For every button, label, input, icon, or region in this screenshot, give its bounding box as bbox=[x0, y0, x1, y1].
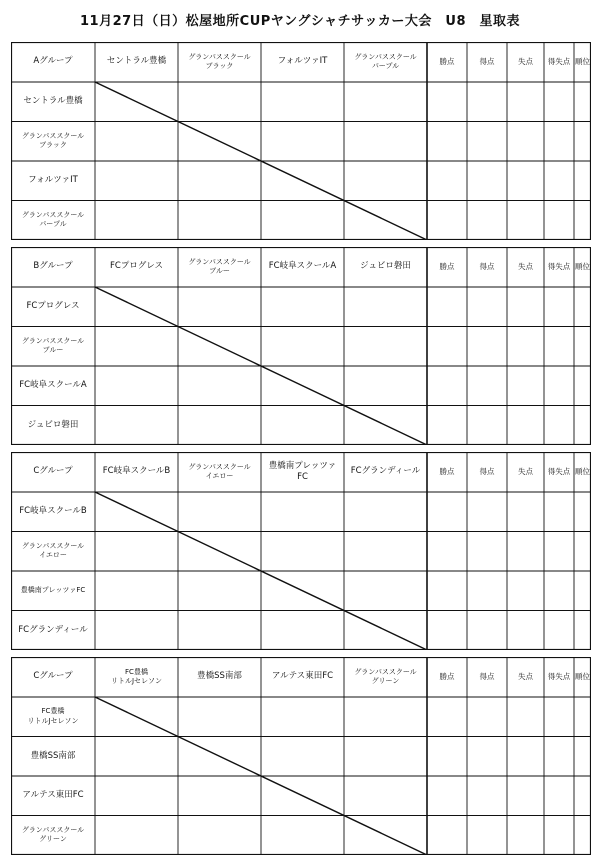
stat-value-cell[interactable] bbox=[427, 571, 467, 611]
match-result-cell[interactable] bbox=[261, 327, 344, 367]
stat-value-cell[interactable] bbox=[427, 532, 467, 572]
page-title: 11月27日（日）松屋地所CUPヤングシャチサッカー大会 U8 星取表 bbox=[80, 14, 520, 29]
row-team-name-line: FC岐阜スクールB bbox=[19, 506, 87, 517]
column-team-name-line: 豊橋SS南部 bbox=[197, 671, 242, 682]
row-team-name-line: セントラル豊橋 bbox=[23, 96, 83, 107]
match-result-cell[interactable] bbox=[178, 571, 261, 611]
match-result-cell[interactable] bbox=[261, 161, 344, 201]
match-result-cell[interactable] bbox=[344, 776, 427, 816]
row-team-name-line: グランパススクール bbox=[21, 825, 85, 834]
stat-value-cell[interactable] bbox=[544, 82, 574, 122]
stat-value-cell[interactable] bbox=[427, 82, 467, 122]
stat-value-cell[interactable] bbox=[507, 122, 544, 162]
match-result-cell[interactable] bbox=[178, 737, 261, 777]
column-team-name-line: リトルJセレソン bbox=[110, 677, 163, 685]
row-team-header bbox=[11, 201, 95, 241]
stat-value-cell[interactable] bbox=[544, 366, 574, 406]
row-team-name-line: グランパススクール bbox=[21, 131, 85, 140]
match-result-cell[interactable] bbox=[344, 532, 427, 572]
row-team-name-line: アルテス東田FC bbox=[22, 790, 84, 801]
group-table bbox=[11, 247, 591, 445]
group-name: Bグループ bbox=[33, 261, 73, 272]
stat-value-cell[interactable] bbox=[427, 201, 467, 241]
match-result-cell[interactable] bbox=[95, 327, 178, 367]
row-team-header bbox=[11, 492, 95, 532]
group-table bbox=[11, 42, 591, 240]
stat-value-cell[interactable] bbox=[427, 737, 467, 777]
match-result-cell[interactable] bbox=[178, 82, 261, 122]
column-team-name-line: グランパススクール bbox=[354, 667, 417, 676]
column-team-name-line: パープル bbox=[371, 62, 400, 70]
row-team-name-line: グランパススクール bbox=[21, 210, 85, 219]
match-result-cell[interactable] bbox=[344, 82, 427, 122]
match-result-cell[interactable] bbox=[95, 161, 178, 201]
group-table bbox=[11, 657, 591, 855]
stat-value-cell[interactable] bbox=[574, 697, 591, 737]
column-team-header bbox=[261, 42, 344, 82]
column-team-header bbox=[95, 657, 178, 697]
stat-header: 失点 bbox=[518, 671, 533, 681]
row-team-name-line: ジュビロ磐田 bbox=[27, 419, 79, 430]
stat-value-cell[interactable] bbox=[544, 532, 574, 572]
stat-value-cell[interactable] bbox=[574, 327, 591, 367]
stat-value-cell[interactable] bbox=[507, 816, 544, 856]
match-result-cell[interactable] bbox=[95, 122, 178, 162]
column-team-name-line: 豊橋南プレッツァ bbox=[268, 460, 337, 471]
row-team-name-line: 豊橋南プレッツァFC bbox=[20, 586, 86, 595]
stat-value-cell[interactable] bbox=[467, 816, 507, 856]
stat-value-cell[interactable] bbox=[467, 611, 507, 651]
stat-value-cell[interactable] bbox=[507, 571, 544, 611]
row-team-header bbox=[11, 161, 95, 201]
stat-value-cell[interactable] bbox=[507, 611, 544, 651]
stat-value-cell[interactable] bbox=[467, 82, 507, 122]
match-result-cell[interactable] bbox=[261, 122, 344, 162]
stat-value-cell[interactable] bbox=[507, 406, 544, 446]
stat-value-cell[interactable] bbox=[467, 697, 507, 737]
row-team-name-line: FC豊橋 bbox=[41, 707, 65, 716]
row-team-header bbox=[11, 737, 95, 777]
stat-header: 失点 bbox=[518, 56, 533, 66]
column-team-name-line: FC岐阜スクールA bbox=[268, 261, 337, 272]
match-result-cell[interactable] bbox=[95, 287, 178, 327]
stat-header: 得点 bbox=[479, 466, 495, 476]
stat-value-cell[interactable] bbox=[574, 737, 591, 777]
stat-value-cell[interactable] bbox=[507, 201, 544, 241]
match-result-cell[interactable] bbox=[261, 697, 344, 737]
match-result-cell[interactable] bbox=[178, 697, 261, 737]
column-team-name-line: FC豊橋 bbox=[125, 667, 148, 676]
stat-value-cell[interactable] bbox=[544, 161, 574, 201]
stat-value-cell[interactable] bbox=[574, 287, 591, 327]
stat-header: 失点 bbox=[518, 261, 533, 271]
match-result-cell[interactable] bbox=[95, 82, 178, 122]
match-result-cell[interactable] bbox=[95, 492, 178, 532]
column-team-header bbox=[178, 247, 261, 287]
group-name: Cグループ bbox=[33, 466, 73, 477]
match-result-cell[interactable] bbox=[95, 201, 178, 241]
row-team-name-line: FCグランディール bbox=[18, 624, 88, 635]
match-result-cell[interactable] bbox=[95, 532, 178, 572]
row-team-header bbox=[11, 776, 95, 816]
match-result-cell[interactable] bbox=[95, 816, 178, 856]
column-team-header bbox=[178, 657, 261, 697]
stat-value-cell[interactable] bbox=[544, 776, 574, 816]
stat-value-cell[interactable] bbox=[574, 366, 591, 406]
row-team-header bbox=[11, 697, 95, 737]
match-result-cell[interactable] bbox=[344, 492, 427, 532]
row-team-header bbox=[11, 287, 95, 327]
stat-value-cell[interactable] bbox=[544, 492, 574, 532]
row-team-name-line: FCプログレス bbox=[26, 301, 80, 312]
row-team-name-line: グランパススクール bbox=[21, 541, 85, 550]
match-result-cell[interactable] bbox=[344, 571, 427, 611]
match-result-cell[interactable] bbox=[344, 201, 427, 241]
column-team-header bbox=[261, 657, 344, 697]
stat-value-cell[interactable] bbox=[574, 201, 591, 241]
match-result-cell[interactable] bbox=[344, 287, 427, 327]
group-table bbox=[11, 452, 591, 650]
stat-value-cell[interactable] bbox=[467, 122, 507, 162]
match-result-cell[interactable] bbox=[344, 327, 427, 367]
stat-value-cell[interactable] bbox=[544, 327, 574, 367]
stat-value-cell[interactable] bbox=[544, 287, 574, 327]
row-team-name-line: リトルJセレソン bbox=[27, 716, 79, 725]
row-team-name-line: グリーン bbox=[39, 835, 67, 844]
stat-value-cell[interactable] bbox=[507, 366, 544, 406]
match-result-cell[interactable] bbox=[344, 816, 427, 856]
stat-value-cell[interactable] bbox=[574, 492, 591, 532]
stat-value-cell[interactable] bbox=[467, 366, 507, 406]
stat-header: 順位 bbox=[575, 466, 590, 476]
match-result-cell[interactable] bbox=[95, 776, 178, 816]
match-result-cell[interactable] bbox=[178, 201, 261, 241]
match-result-cell[interactable] bbox=[178, 406, 261, 446]
column-team-name-line: FCプログレス bbox=[109, 261, 164, 272]
stat-header: 勝点 bbox=[439, 466, 455, 476]
stat-header: 順位 bbox=[575, 56, 590, 66]
stat-value-cell[interactable] bbox=[507, 327, 544, 367]
match-result-cell[interactable] bbox=[178, 366, 261, 406]
stat-value-cell[interactable] bbox=[507, 776, 544, 816]
match-result-cell[interactable] bbox=[95, 366, 178, 406]
match-result-cell[interactable] bbox=[178, 327, 261, 367]
match-result-cell[interactable] bbox=[178, 611, 261, 651]
column-team-header bbox=[95, 42, 178, 82]
stat-value-cell[interactable] bbox=[507, 697, 544, 737]
stat-header: 勝点 bbox=[439, 56, 455, 66]
stat-header: 得失点 bbox=[547, 56, 571, 66]
stat-value-cell[interactable] bbox=[427, 611, 467, 651]
stat-value-cell[interactable] bbox=[467, 201, 507, 241]
match-result-cell[interactable] bbox=[178, 776, 261, 816]
match-result-cell[interactable] bbox=[95, 697, 178, 737]
stat-value-cell[interactable] bbox=[544, 201, 574, 241]
stat-header: 失点 bbox=[518, 466, 533, 476]
match-result-cell[interactable] bbox=[261, 82, 344, 122]
stat-value-cell[interactable] bbox=[427, 776, 467, 816]
stat-header: 得点 bbox=[479, 671, 495, 681]
row-team-header bbox=[11, 816, 95, 856]
stat-header: 得失点 bbox=[547, 466, 571, 476]
match-result-cell[interactable] bbox=[95, 571, 178, 611]
match-result-cell[interactable] bbox=[261, 571, 344, 611]
column-team-name-line: ブルー bbox=[209, 267, 230, 275]
stat-value-cell[interactable] bbox=[427, 161, 467, 201]
stat-value-cell[interactable] bbox=[507, 287, 544, 327]
stat-value-cell[interactable] bbox=[544, 122, 574, 162]
match-result-cell[interactable] bbox=[178, 532, 261, 572]
stat-value-cell[interactable] bbox=[507, 492, 544, 532]
column-team-header bbox=[261, 452, 344, 492]
row-team-name-line: 豊橋SS南部 bbox=[30, 750, 76, 761]
row-team-header bbox=[11, 82, 95, 122]
stat-value-cell[interactable] bbox=[507, 161, 544, 201]
stat-value-cell[interactable] bbox=[427, 816, 467, 856]
stat-value-cell[interactable] bbox=[467, 161, 507, 201]
row-team-name-line: FC岐阜スクールA bbox=[19, 380, 87, 391]
column-team-header bbox=[344, 42, 427, 82]
stat-value-cell[interactable] bbox=[467, 492, 507, 532]
stat-header: 勝点 bbox=[439, 671, 455, 681]
stat-value-cell[interactable] bbox=[507, 737, 544, 777]
row-team-name-line: フォルツァIT bbox=[28, 175, 78, 186]
match-result-cell[interactable] bbox=[261, 366, 344, 406]
column-team-header bbox=[178, 452, 261, 492]
column-team-header bbox=[95, 247, 178, 287]
match-result-cell[interactable] bbox=[261, 406, 344, 446]
stat-header: 得点 bbox=[479, 261, 495, 271]
row-team-name-line: ブラック bbox=[39, 141, 67, 150]
column-team-name-line: ブラック bbox=[205, 62, 234, 70]
column-team-name-line: FC岐阜スクールB bbox=[102, 466, 171, 477]
stat-value-cell[interactable] bbox=[544, 611, 574, 651]
match-result-cell[interactable] bbox=[178, 122, 261, 162]
match-result-cell[interactable] bbox=[344, 406, 427, 446]
stat-value-cell[interactable] bbox=[507, 532, 544, 572]
match-result-cell[interactable] bbox=[344, 697, 427, 737]
stat-value-cell[interactable] bbox=[467, 737, 507, 777]
stat-value-cell[interactable] bbox=[544, 697, 574, 737]
stat-value-cell[interactable] bbox=[544, 737, 574, 777]
stat-value-cell[interactable] bbox=[427, 327, 467, 367]
match-result-cell[interactable] bbox=[178, 287, 261, 327]
stat-header: 得点 bbox=[479, 56, 495, 66]
stat-value-cell[interactable] bbox=[544, 816, 574, 856]
column-team-header bbox=[344, 452, 427, 492]
match-result-cell[interactable] bbox=[95, 611, 178, 651]
row-team-header bbox=[11, 611, 95, 651]
column-team-name-line: グランパススクール bbox=[188, 52, 251, 61]
column-team-name-line: FCグランディール bbox=[350, 466, 421, 477]
match-result-cell[interactable] bbox=[344, 737, 427, 777]
match-result-cell[interactable] bbox=[344, 161, 427, 201]
column-team-header bbox=[261, 247, 344, 287]
row-team-header bbox=[11, 122, 95, 162]
stat-value-cell[interactable] bbox=[507, 82, 544, 122]
group-name: Aグループ bbox=[33, 56, 73, 67]
row-team-header bbox=[11, 366, 95, 406]
column-team-name-line: グランパススクール bbox=[188, 462, 251, 471]
stat-value-cell[interactable] bbox=[574, 82, 591, 122]
row-team-name-line: グランパススクール bbox=[21, 336, 85, 345]
row-team-name-line: ブルー bbox=[42, 346, 64, 355]
column-team-name-line: FC bbox=[297, 472, 308, 482]
stat-value-cell[interactable] bbox=[467, 776, 507, 816]
match-result-cell[interactable] bbox=[344, 611, 427, 651]
stat-value-cell[interactable] bbox=[544, 571, 574, 611]
stat-header: 得失点 bbox=[547, 671, 571, 681]
match-result-cell[interactable] bbox=[261, 492, 344, 532]
stat-value-cell[interactable] bbox=[427, 366, 467, 406]
match-result-cell[interactable] bbox=[261, 816, 344, 856]
row-team-header bbox=[11, 327, 95, 367]
stat-header: 順位 bbox=[575, 671, 590, 681]
stat-value-cell[interactable] bbox=[467, 532, 507, 572]
group-name: Cグループ bbox=[33, 671, 73, 682]
stat-header: 勝点 bbox=[439, 261, 455, 271]
stat-value-cell[interactable] bbox=[467, 327, 507, 367]
row-team-header bbox=[11, 532, 95, 572]
column-team-name-line: セントラル豊橋 bbox=[106, 56, 167, 67]
match-result-cell[interactable] bbox=[178, 816, 261, 856]
match-result-cell[interactable] bbox=[261, 532, 344, 572]
match-result-cell[interactable] bbox=[95, 737, 178, 777]
row-team-header bbox=[11, 406, 95, 446]
stat-value-cell[interactable] bbox=[574, 406, 591, 446]
column-team-name-line: グリーン bbox=[371, 677, 400, 685]
column-team-header bbox=[344, 247, 427, 287]
stat-value-cell[interactable] bbox=[427, 697, 467, 737]
match-result-cell[interactable] bbox=[344, 366, 427, 406]
stat-value-cell[interactable] bbox=[574, 161, 591, 201]
column-team-name-line: グランパススクール bbox=[188, 257, 251, 266]
stat-value-cell[interactable] bbox=[467, 287, 507, 327]
stat-value-cell[interactable] bbox=[467, 571, 507, 611]
row-team-name-line: イエロー bbox=[39, 551, 67, 560]
match-result-cell[interactable] bbox=[261, 776, 344, 816]
stat-value-cell[interactable] bbox=[427, 287, 467, 327]
match-result-cell[interactable] bbox=[261, 737, 344, 777]
column-team-header bbox=[344, 657, 427, 697]
stat-value-cell[interactable] bbox=[467, 406, 507, 446]
match-result-cell[interactable] bbox=[178, 492, 261, 532]
match-result-cell[interactable] bbox=[178, 161, 261, 201]
stat-value-cell[interactable] bbox=[574, 776, 591, 816]
row-team-header bbox=[11, 571, 95, 611]
column-team-name-line: アルテス東田FC bbox=[271, 671, 334, 682]
stat-header: 順位 bbox=[575, 261, 590, 271]
match-result-cell[interactable] bbox=[344, 122, 427, 162]
stat-value-cell[interactable] bbox=[574, 816, 591, 856]
column-team-header bbox=[95, 452, 178, 492]
stat-header: 得失点 bbox=[547, 261, 571, 271]
match-result-cell[interactable] bbox=[95, 406, 178, 446]
column-team-name-line: イエロー bbox=[205, 472, 234, 480]
row-team-name-line: パープル bbox=[39, 220, 67, 229]
stat-value-cell[interactable] bbox=[427, 122, 467, 162]
stat-value-cell[interactable] bbox=[574, 122, 591, 162]
stat-value-cell[interactable] bbox=[427, 492, 467, 532]
column-team-name-line: ジュビロ磐田 bbox=[360, 261, 411, 272]
stat-value-cell[interactable] bbox=[574, 571, 591, 611]
column-team-name-line: グランパススクール bbox=[354, 52, 417, 61]
column-team-name-line: フォルツァIT bbox=[277, 56, 328, 67]
stat-value-cell[interactable] bbox=[574, 611, 591, 651]
match-result-cell[interactable] bbox=[261, 287, 344, 327]
match-result-cell[interactable] bbox=[261, 201, 344, 241]
stat-value-cell[interactable] bbox=[544, 406, 574, 446]
stat-value-cell[interactable] bbox=[574, 532, 591, 572]
stat-value-cell[interactable] bbox=[427, 406, 467, 446]
match-result-cell[interactable] bbox=[261, 611, 344, 651]
column-team-header bbox=[178, 42, 261, 82]
